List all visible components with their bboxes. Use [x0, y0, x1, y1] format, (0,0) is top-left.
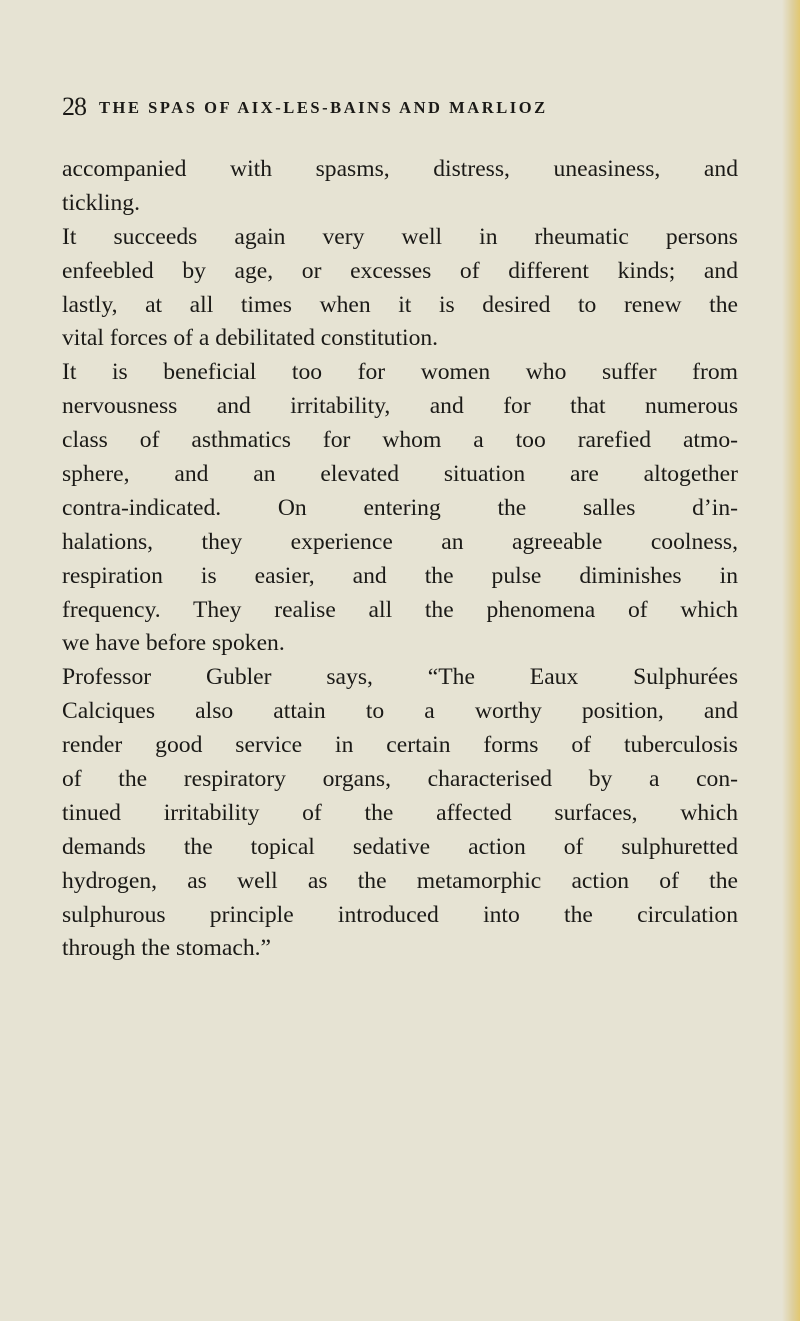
- text-line: we have before spoken.: [62, 630, 285, 657]
- text-line: contra-indicated. On entering the salles d’in-: [62, 494, 738, 521]
- text-line: tinued irritability of the affected surfaces, which: [62, 799, 738, 826]
- text-line: halations, they experience an agreeable coolness,: [62, 528, 738, 555]
- text-line: demands the topical sedative action of sulphuretted: [62, 833, 738, 860]
- text-line: accompanied with spasms, distress, uneasiness, and: [62, 156, 738, 182]
- text-line: sphere, and an elevated situation are altogether: [62, 461, 738, 488]
- text-line: Professor Gubler says, “The Eaux Sulphurées: [62, 664, 738, 691]
- text-line: sulphurous principle introduced into the circulation: [62, 901, 738, 928]
- page-number: 28: [62, 92, 86, 121]
- text-line: lastly, at all times when it is desired to renew the: [62, 291, 738, 318]
- text-line: class of asthmatics for whom a too rarefied atmo-: [62, 427, 738, 454]
- text-line: frequency. They realise all the phenomena of which: [62, 596, 738, 623]
- page-edge: [782, 0, 800, 1321]
- text-body: [62, 153, 738, 966]
- text-line: hydrogen, as well as the metamorphic action of the: [62, 867, 738, 894]
- text-line: render good service in certain forms of tuberculosis: [62, 732, 738, 759]
- text-line: enfeebled by age, or excesses of different kinds; and: [62, 257, 738, 284]
- text-line: nervousness and irritability, and for that numerous: [62, 393, 738, 420]
- text-line: respiration is easier, and the pulse diminishes in: [62, 562, 738, 589]
- text-line: tickling.: [62, 189, 140, 216]
- text-line: It succeeds again very well in rheumatic persons: [62, 223, 738, 250]
- running-head: [62, 92, 742, 122]
- running-title: THE SPAS OF AIX-LES-BAINS AND MARLIOZ: [99, 98, 548, 117]
- text-line: through the stomach.”: [62, 935, 272, 962]
- text-line: It is beneficial too for women who suffer from: [62, 359, 738, 386]
- text-line: vital forces of a debilitated constitution.: [62, 325, 439, 352]
- text-line: of the respiratory organs, characterised by a con-: [62, 766, 738, 793]
- text-line: Calciques also attain to a worthy position, and: [62, 698, 738, 725]
